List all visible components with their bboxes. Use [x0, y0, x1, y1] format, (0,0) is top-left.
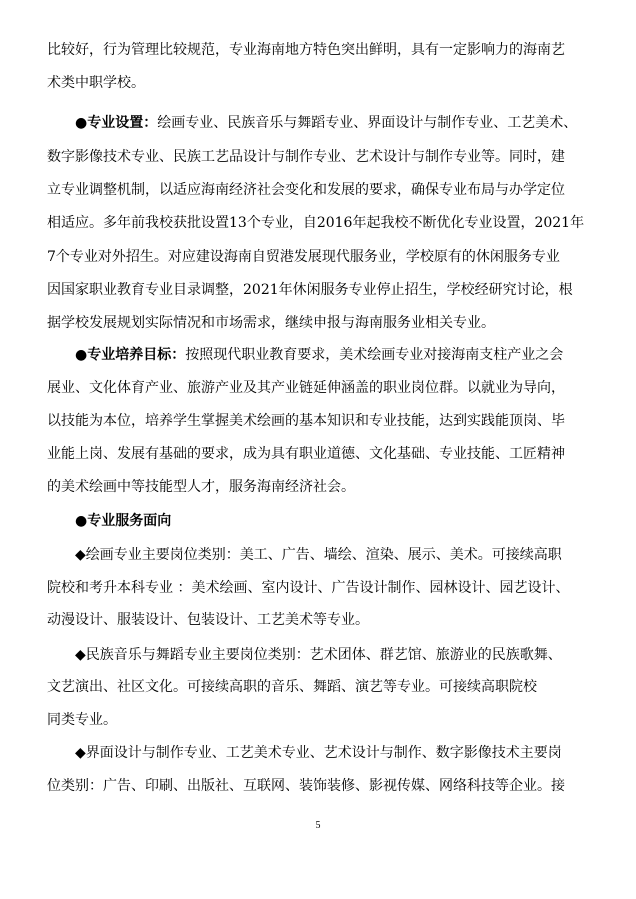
paragraph-line: 术类中职学校。: [47, 75, 145, 91]
paragraph-line: 立专业调整机制，以适应海南经济社会变化和发展的要求，确保专业布局与办学定位: [47, 182, 565, 198]
section-line: [75, 113, 627, 133]
paragraph-line: 以技能为本位，培养学生掌握美术绘画的基本知识和专业技能，达到实践能顶岗、毕: [47, 413, 565, 429]
paragraph-line: 展业、文化体育产业、旅游产业及其产业链延伸涵盖的职业岗位群。以就业为导向，: [47, 380, 565, 396]
paragraph-line: 位类别：广告、印刷、出版社、互联网、装饰装修、影视传媒、网络科技等企业。接: [47, 778, 565, 794]
paragraph-line: 动漫设计、服装设计、包装设计、工艺美术等专业。: [47, 612, 369, 628]
paragraph-line: ◆界面设计与制作专业、工艺美术专业、艺术设计与制作、数字影像技术主要岗: [75, 745, 562, 761]
section-line: [75, 345, 627, 365]
paragraph-line: 比较好，行为管理比较规范，专业海南地方特色突出鲜明，具有一定影响力的海南艺: [47, 42, 565, 58]
paragraph-line: ◆绘画专业主要岗位类别：美工、广告、墙绘、渲染、展示、美术。可接续高职: [75, 547, 562, 563]
section-heading: ●专业设置：: [75, 115, 158, 131]
paragraph-line: 的美术绘画中等技能型人才，服务海南经济社会。: [47, 479, 355, 495]
section-heading: ●专业服务面向: [75, 513, 172, 529]
paragraph-line: 业能上岗、发展有基础的要求，成为具有职业道德、文化基础、专业技能、工匠精神: [47, 446, 565, 462]
paragraph-line: ◆民族音乐与舞蹈专业主要岗位类别：艺术团体、群艺馆、旅游业的民族歌舞、: [75, 647, 562, 663]
paragraph-line: 数字影像技术专业、民族工艺品设计与制作专业、艺术设计与制作专业等。同时，建: [47, 149, 565, 165]
paragraph-line: 相适应。多年前我校获批设置13个专业，自2016年起我校不断优化专业设置，2021年: [47, 215, 585, 231]
paragraph-line: 同类专业。: [47, 712, 117, 728]
paragraph-line: 因国家职业教育专业目录调整，2021年休闲服务专业停止招生，学校经研究讨论，根: [47, 282, 573, 298]
paragraph-line: 7个专业对外招生。对应建设海南自贸港发展现代服务业，学校原有的休闲服务专业: [47, 249, 560, 265]
paragraph-line: 文艺演出、社区文化。可接续高职的音乐、舞蹈、演艺等专业。可接续高职院校: [47, 679, 537, 695]
paragraph-text: 按照现代职业教育要求，美术绘画专业对接海南支柱产业之会: [185, 347, 564, 363]
paragraph-line: 院校和考升本科专业 ：美术绘画、室内设计、广告设计制作、园林设计、园艺设计、: [47, 580, 570, 596]
paragraph-line: 据学校发展规划实际情况和市场需求，继续申报与海南服务业相关专业。: [47, 315, 495, 331]
paragraph-text: 绘画专业、民族音乐与舞蹈专业、界面设计与制作专业、工艺美术、: [157, 115, 578, 131]
section-heading: ●专业培养目标：: [75, 347, 186, 363]
page-number: 5: [315, 820, 321, 831]
